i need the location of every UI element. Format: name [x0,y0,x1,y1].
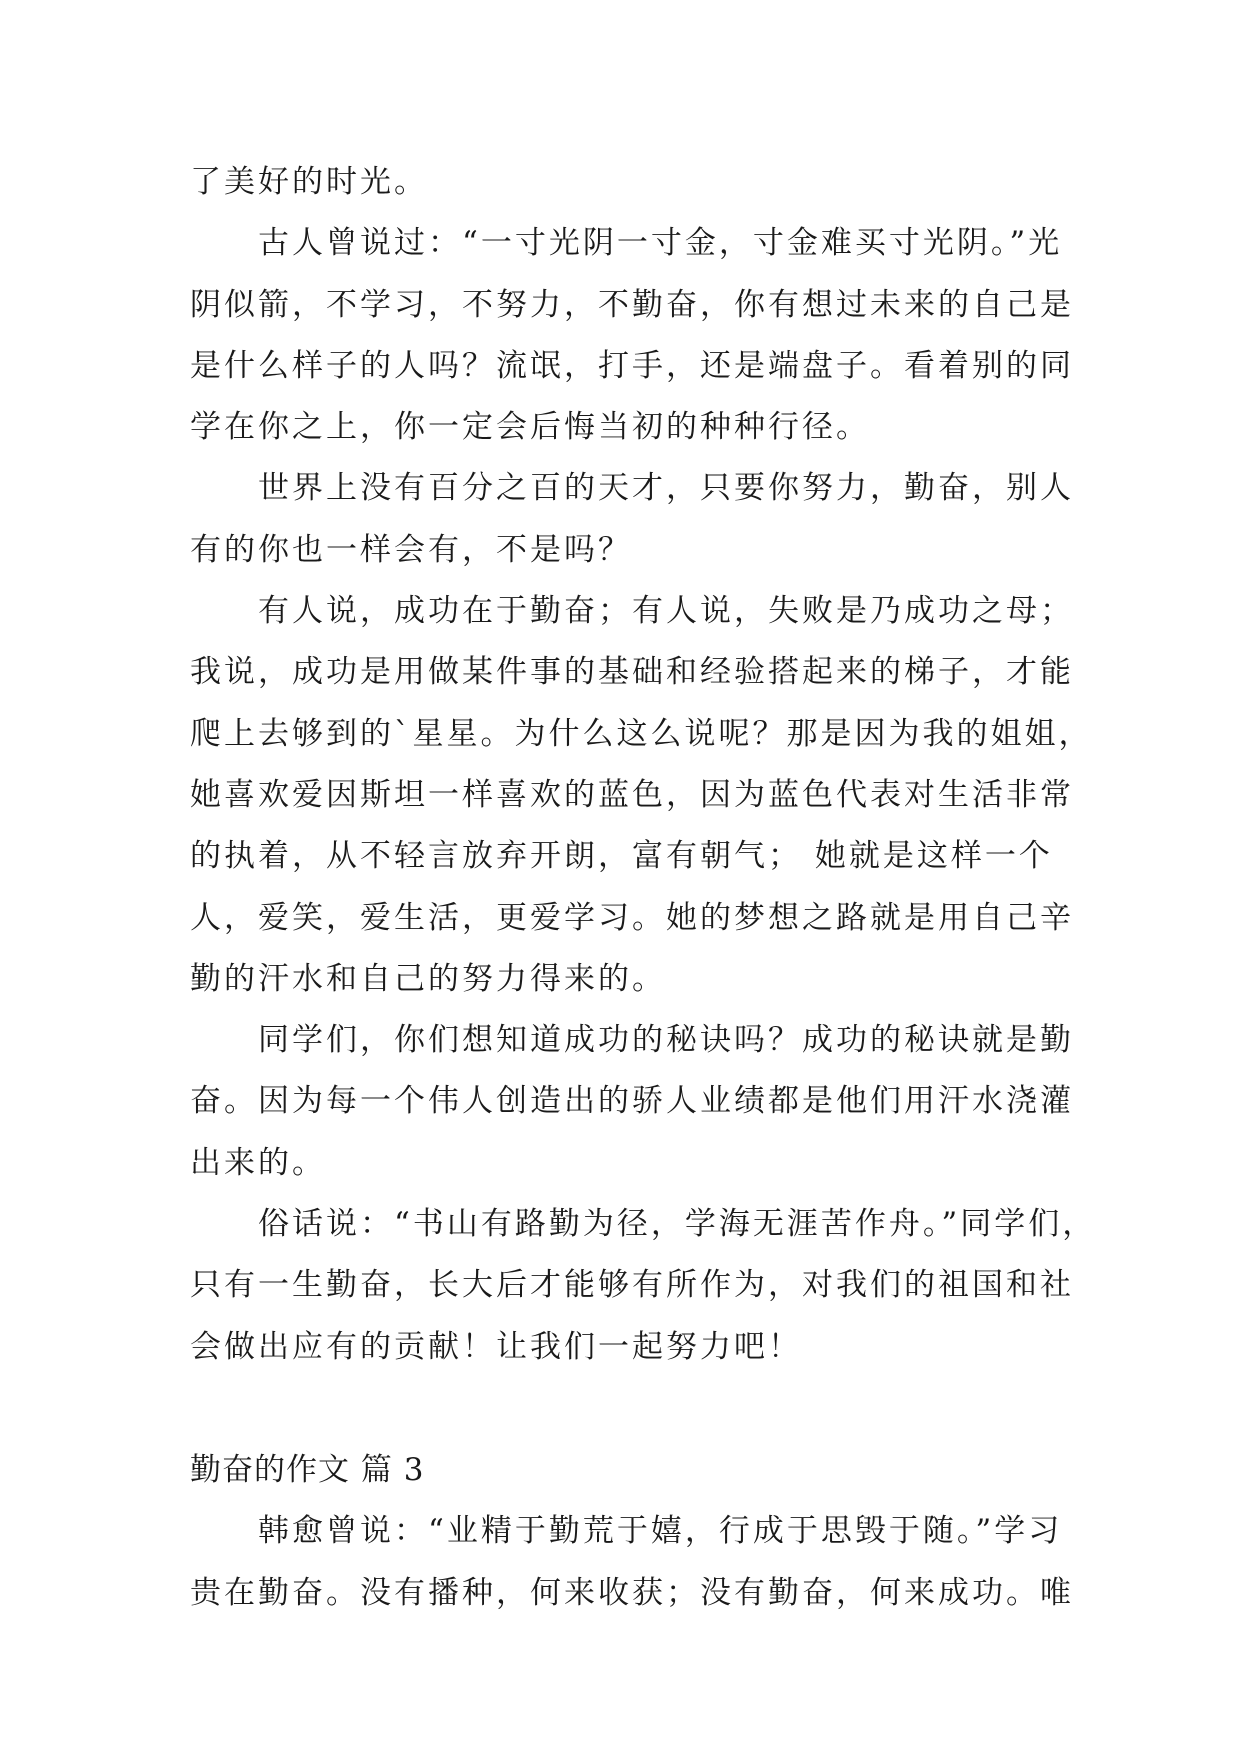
text-line: 学在你之上，你一定会后悔当初的种种行径。 [190,409,870,446]
text-line: 阴似箭，不学习，不努力，不勤奋，你有想过未来的自己是 [190,286,1074,323]
text-line: 只有一生勤奋，长大后才能够有所作为，对我们的祖国和社 [190,1267,1074,1304]
text-line: 出来的。 [190,1144,326,1181]
paragraph-start-line: 同学们，你们想知道成功的秘诀吗？成功的秘诀就是勤 [258,1022,1074,1059]
text-line: 勤的汗水和自己的努力得来的。 [190,960,666,997]
text-line: 奋。因为每一个伟人创造出的骄人业绩都是他们用汗水浇灌 [190,1083,1074,1120]
text-line: 有的你也一样会有，不是吗？ [190,531,632,568]
paragraph-start-line: 世界上没有百分之百的天才，只要你努力，勤奋，别人 [258,470,1074,507]
section-spacer [190,1378,1070,1440]
text-line: 她喜欢爱因斯坦一样喜欢的蓝色，因为蓝色代表对生活非常 [190,776,1074,813]
text-line: 了美好的时光。 [190,164,428,200]
section-heading: 勤奋的作文 篇 3 [190,1451,425,1488]
paragraph-start-line: 韩愈曾说：“业精于勤荒于嬉，行成于思毁于随。”学习 [258,1513,1063,1550]
paragraph-start-line: 古人曾说过：“一寸光阴一寸金，寸金难买寸光阴。”光 [258,225,1063,262]
essay-body [190,152,1097,1624]
paragraph-start-line: 有人说，成功在于勤奋；有人说，失败是乃成功之母； [258,593,1074,630]
text-line: 爬上去够到的`星星。为什么这么说呢？那是因为我的姐姐， [190,715,1093,752]
text-line: 贵在勤奋。没有播种，何来收获；没有勤奋，何来成功。唯 [190,1574,1074,1611]
text-line: 人，爱笑，爱生活，更爱学习。她的梦想之路就是用自己辛 [190,899,1074,936]
text-line: 会做出应有的贡献！让我们一起努力吧！ [190,1328,802,1365]
text-line: 我说，成功是用做某件事的基础和经验搭起来的梯子，才能 [190,654,1074,691]
paragraph-start-line: 俗话说：“书山有路勤为径，学海无涯苦作舟。”同学们， [258,1206,1097,1243]
text-line: 是什么样子的人吗？流氓，打手，还是端盘子。看着别的同 [190,347,1074,384]
text-line: 的执着，从不轻言放弃开朗，富有朝气； 她就是这样一个 [190,838,1053,875]
